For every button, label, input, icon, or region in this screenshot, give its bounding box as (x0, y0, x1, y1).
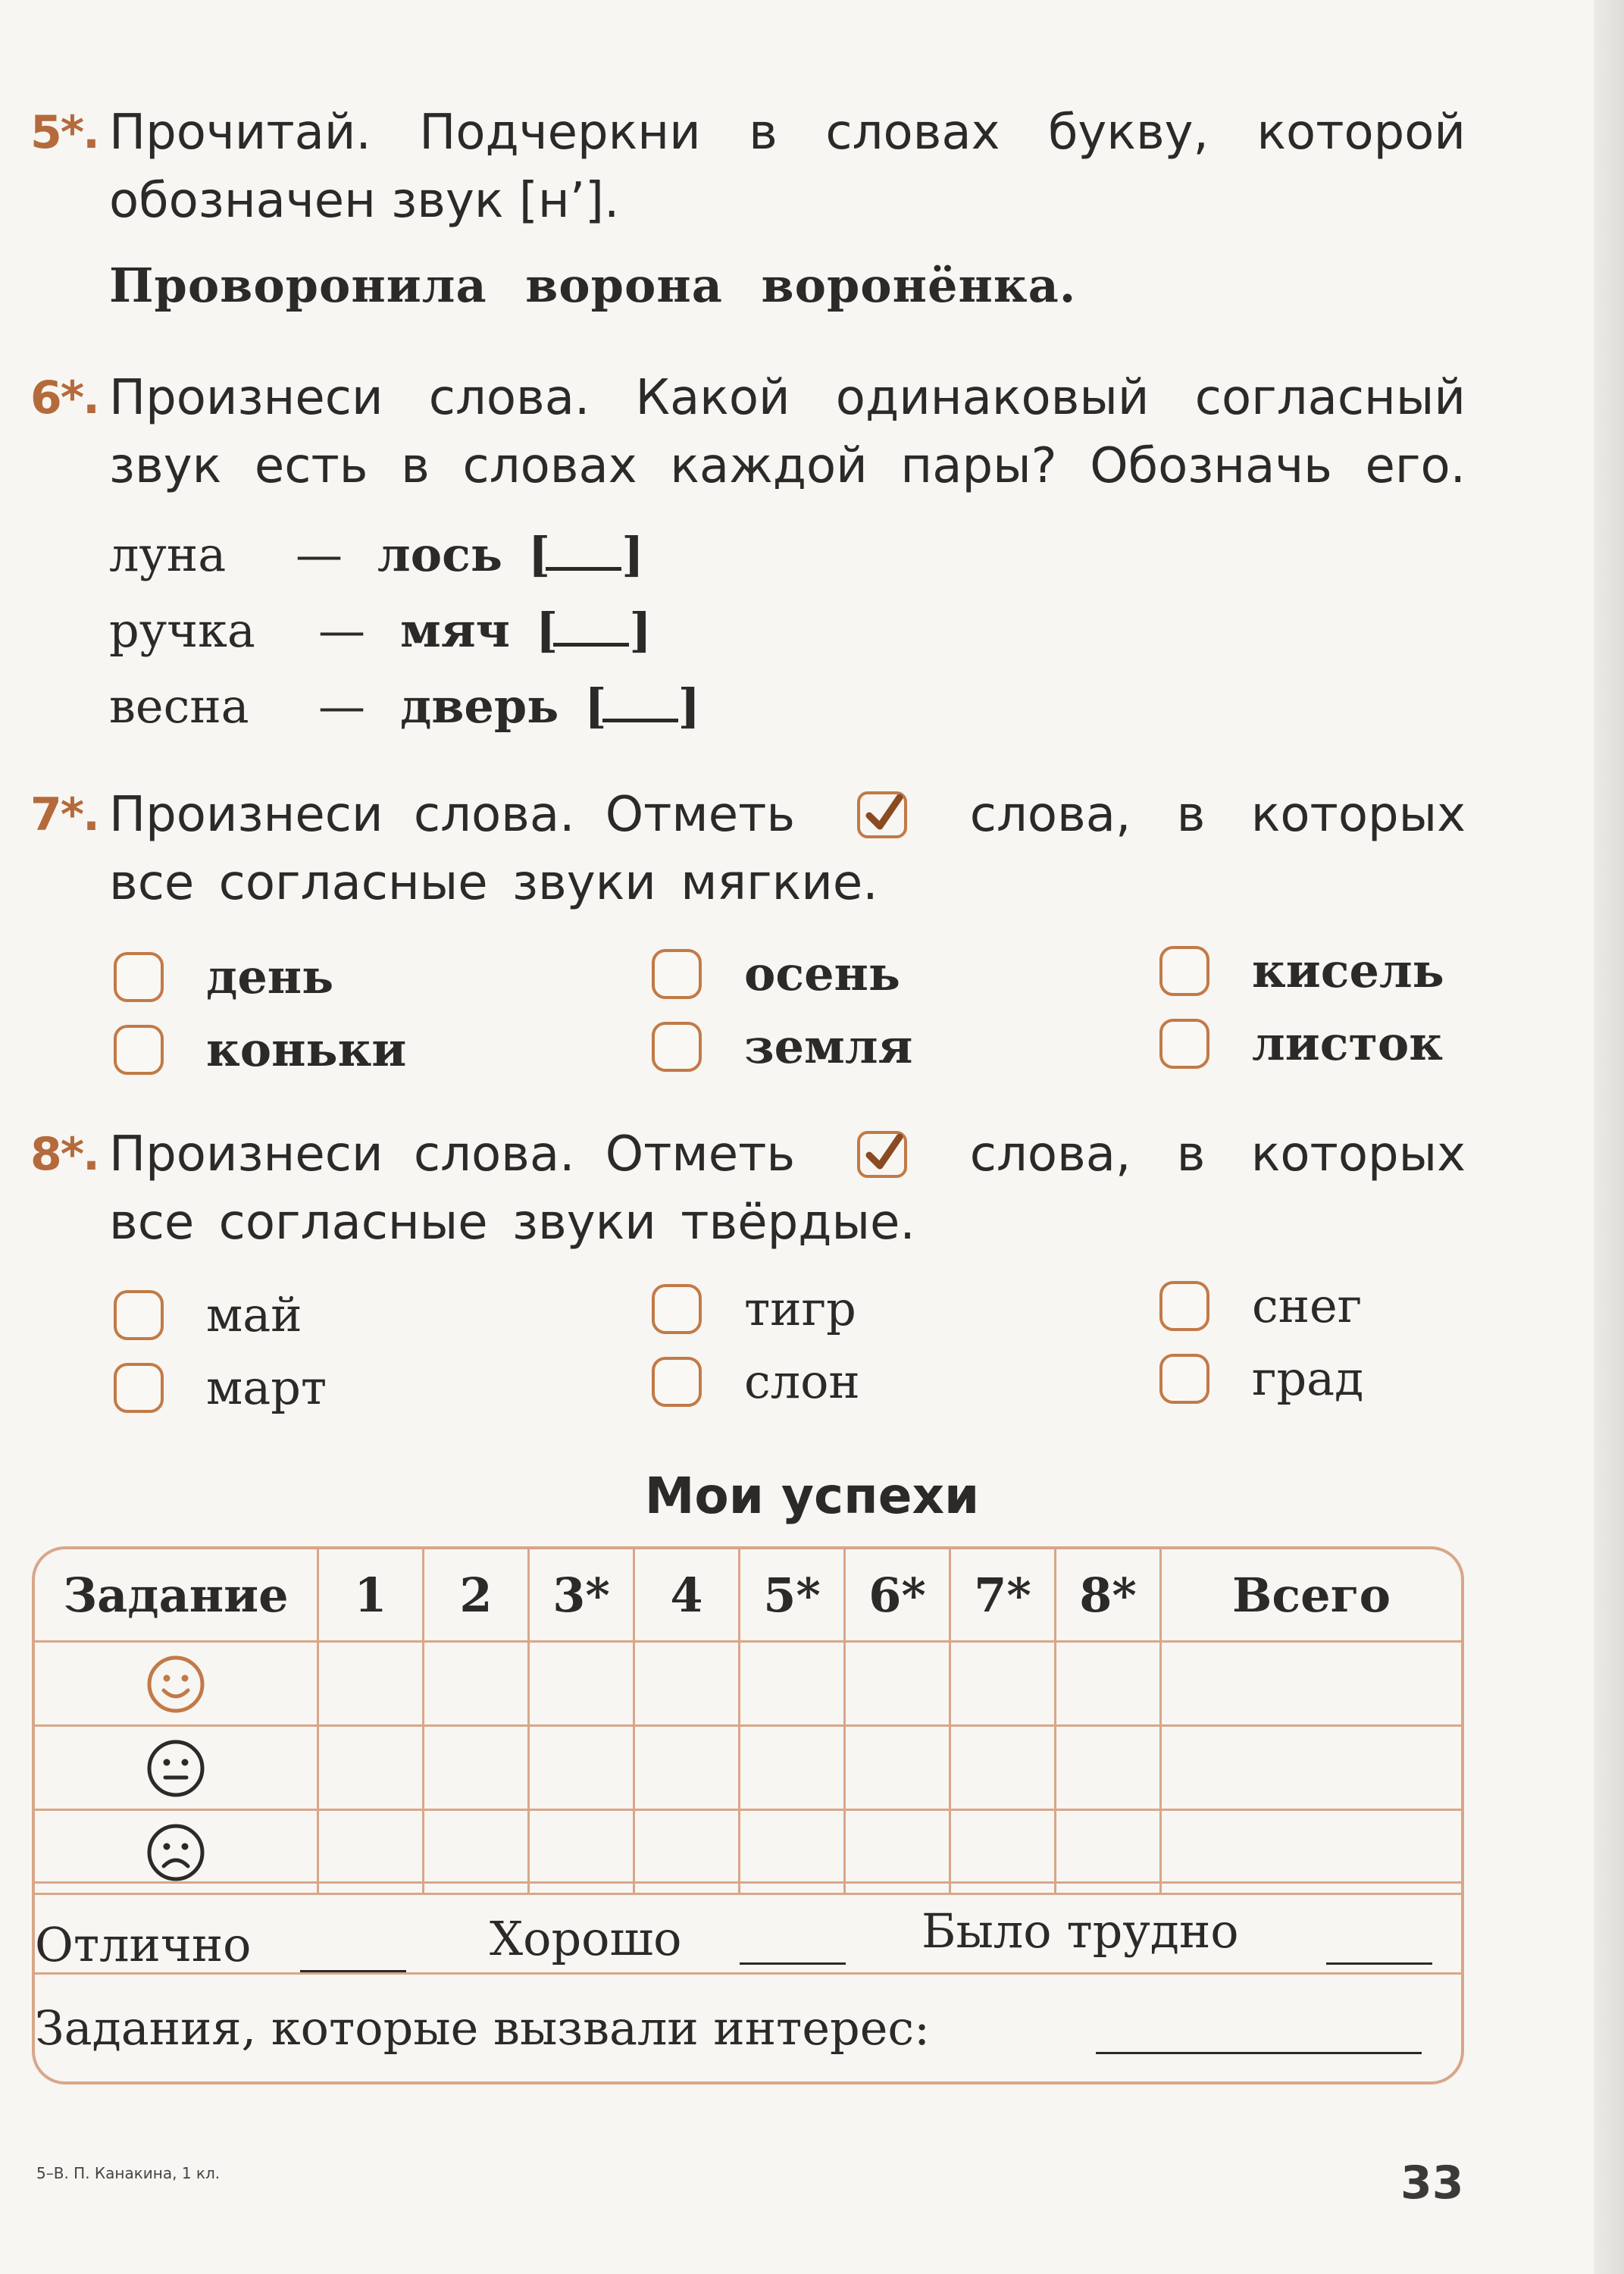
instruction-line: обозначен звук [н’]. (109, 173, 620, 229)
score-cell[interactable] (529, 1726, 634, 1810)
checkbox[interactable] (1159, 1354, 1209, 1404)
option-slon[interactable] (652, 1354, 860, 1409)
instruction-line: все согласные звуки твёрдые. (109, 1195, 915, 1251)
neutral-face-icon (146, 1738, 206, 1799)
task-instruction (109, 364, 1466, 500)
checkbox[interactable] (652, 949, 702, 999)
score-cell[interactable] (634, 1642, 740, 1726)
instruction-line: звук есть в словах каждой пары? Обозначь его. (109, 438, 1466, 494)
score-cell[interactable] (845, 1726, 950, 1810)
task-7 (30, 781, 1466, 1099)
dash: — (318, 678, 365, 734)
interest-row (35, 1972, 1461, 2084)
option-tigr[interactable] (652, 1281, 856, 1336)
checkbox[interactable] (114, 1025, 164, 1075)
instruction-line: все согласные звуки мягкие. (109, 855, 878, 911)
word-pair (109, 678, 696, 734)
answer-blank[interactable]: [ ] (527, 527, 640, 582)
footer-note: 5–В. П. Канакина, 1 кл. (36, 2164, 221, 2182)
checkmark-sample-icon (857, 1131, 907, 1178)
good-blank[interactable] (740, 1959, 846, 1965)
task-number: 7*. (30, 788, 99, 841)
header-cell: 5* (740, 1549, 845, 1642)
word: лось (377, 527, 502, 582)
task-6 (30, 364, 1466, 750)
interest-label: Задания, которые вызвали интерес: (35, 2000, 931, 2056)
checkbox[interactable] (1159, 1281, 1209, 1331)
page-edge (1594, 0, 1624, 2274)
table-row (35, 1726, 1461, 1810)
checkmark-sample-icon (857, 791, 907, 838)
checkbox[interactable] (114, 952, 164, 1002)
score-cell[interactable] (318, 1642, 424, 1726)
row-label-cell (35, 1642, 318, 1726)
happy-face-icon (146, 1654, 206, 1715)
word: мяч (400, 603, 511, 658)
score-cell[interactable] (950, 1726, 1056, 1810)
hard-blank[interactable] (1326, 1959, 1432, 1965)
checkbox[interactable] (652, 1022, 702, 1072)
excellent-label: Отлично (35, 1917, 252, 1972)
word-pair (109, 527, 640, 582)
instruction-part: Произнеси слова. Отметь (109, 787, 796, 843)
word: дверь (400, 678, 559, 734)
word-pair (109, 603, 647, 658)
table-row (35, 1642, 1461, 1726)
score-cell[interactable] (529, 1642, 634, 1726)
task-5 (30, 99, 1466, 349)
option-label: град (1252, 1351, 1364, 1406)
option-label: слон (744, 1354, 860, 1409)
row-label-cell (35, 1726, 318, 1810)
option-den[interactable] (114, 949, 333, 1004)
task-instruction (109, 99, 1466, 235)
option-label: коньки (206, 1022, 407, 1077)
instruction-part: Произнеси слова. Отметь (109, 1126, 796, 1182)
option-zemlya[interactable] (652, 1019, 912, 1074)
progress-table-frame (32, 1546, 1464, 2084)
instruction-line (109, 781, 1466, 849)
task-instruction (109, 781, 1466, 917)
score-cell[interactable] (1056, 1642, 1161, 1726)
score-cell[interactable] (1161, 1642, 1462, 1726)
checkbox[interactable] (114, 1363, 164, 1413)
option-label: тигр (744, 1281, 856, 1336)
option-kisel[interactable] (1159, 943, 1444, 998)
checkbox[interactable] (1159, 946, 1209, 996)
answer-blank[interactable]: [ ] (584, 678, 696, 734)
instruction-line (109, 1120, 1466, 1189)
task-number: 6*. (30, 371, 99, 424)
dash: — (296, 527, 343, 582)
word: ручка (109, 603, 255, 658)
option-may[interactable] (114, 1287, 302, 1342)
option-label: май (206, 1287, 302, 1342)
task-number: 8*. (30, 1128, 99, 1181)
option-label: день (206, 949, 334, 1004)
table-header-row (35, 1549, 1461, 1642)
score-cell[interactable] (950, 1642, 1056, 1726)
checkbox[interactable] (1159, 1019, 1209, 1069)
summary-row (35, 1881, 1461, 1975)
score-cell[interactable] (1056, 1726, 1161, 1810)
word: луна (109, 527, 227, 582)
checkbox[interactable] (114, 1290, 164, 1340)
interest-blank[interactable] (1096, 2049, 1422, 2054)
score-cell[interactable] (845, 1642, 950, 1726)
checkbox[interactable] (652, 1357, 702, 1407)
score-cell[interactable] (634, 1726, 740, 1810)
score-cell[interactable] (1161, 1726, 1462, 1810)
header-cell: 1 (318, 1549, 424, 1642)
progress-table (35, 1549, 1461, 1895)
score-cell[interactable] (318, 1726, 424, 1810)
header-cell: Всего (1161, 1549, 1462, 1642)
dash: — (318, 603, 365, 658)
option-label: кисель (1252, 943, 1444, 998)
good-label: Хорошо (490, 1911, 682, 1966)
option-label: снег (1252, 1278, 1363, 1333)
header-cell: 8* (1056, 1549, 1161, 1642)
option-label: листок (1252, 1016, 1443, 1071)
hard-label: Было трудно (922, 1903, 1239, 1959)
checkbox[interactable] (652, 1284, 702, 1334)
header-cell: 7* (950, 1549, 1056, 1642)
task-instruction (109, 1120, 1466, 1257)
answer-blank[interactable]: [ ] (536, 603, 647, 658)
page-number: 33 (1400, 2157, 1464, 2210)
score-cell[interactable] (424, 1726, 529, 1810)
option-grad[interactable] (1159, 1351, 1363, 1406)
instruction-line: Прочитай. Подчеркни в словах букву, которой (109, 105, 1466, 161)
header-cell: 4 (634, 1549, 740, 1642)
header-cell: Задание (35, 1549, 318, 1642)
option-listok[interactable] (1159, 1016, 1443, 1071)
excellent-blank[interactable] (300, 1967, 406, 1972)
header-cell: 6* (845, 1549, 950, 1642)
option-label: осень (744, 946, 901, 1001)
sad-face-icon (146, 1822, 206, 1883)
option-osen[interactable] (652, 946, 900, 1001)
option-label: земля (744, 1019, 913, 1074)
task-8 (30, 1120, 1466, 1439)
header-cell: 2 (424, 1549, 529, 1642)
word: весна (109, 678, 249, 734)
header-cell: 3* (529, 1549, 634, 1642)
section-title: Мои успехи (644, 1467, 980, 1525)
option-mart[interactable] (114, 1360, 327, 1415)
instruction-line: Произнеси слова. Какой одинаковый согласный (109, 370, 1466, 426)
option-label: март (206, 1360, 327, 1415)
task-number: 5*. (30, 106, 99, 159)
task-sentence: Проворонила ворона воронёнка. (109, 258, 1077, 313)
score-cell[interactable] (740, 1642, 845, 1726)
score-cell[interactable] (740, 1726, 845, 1810)
option-sneg[interactable] (1159, 1278, 1362, 1333)
instruction-part: слова, в которых (969, 1126, 1466, 1182)
instruction-part: слова, в которых (969, 787, 1466, 843)
option-konki[interactable] (114, 1022, 406, 1077)
score-cell[interactable] (424, 1642, 529, 1726)
